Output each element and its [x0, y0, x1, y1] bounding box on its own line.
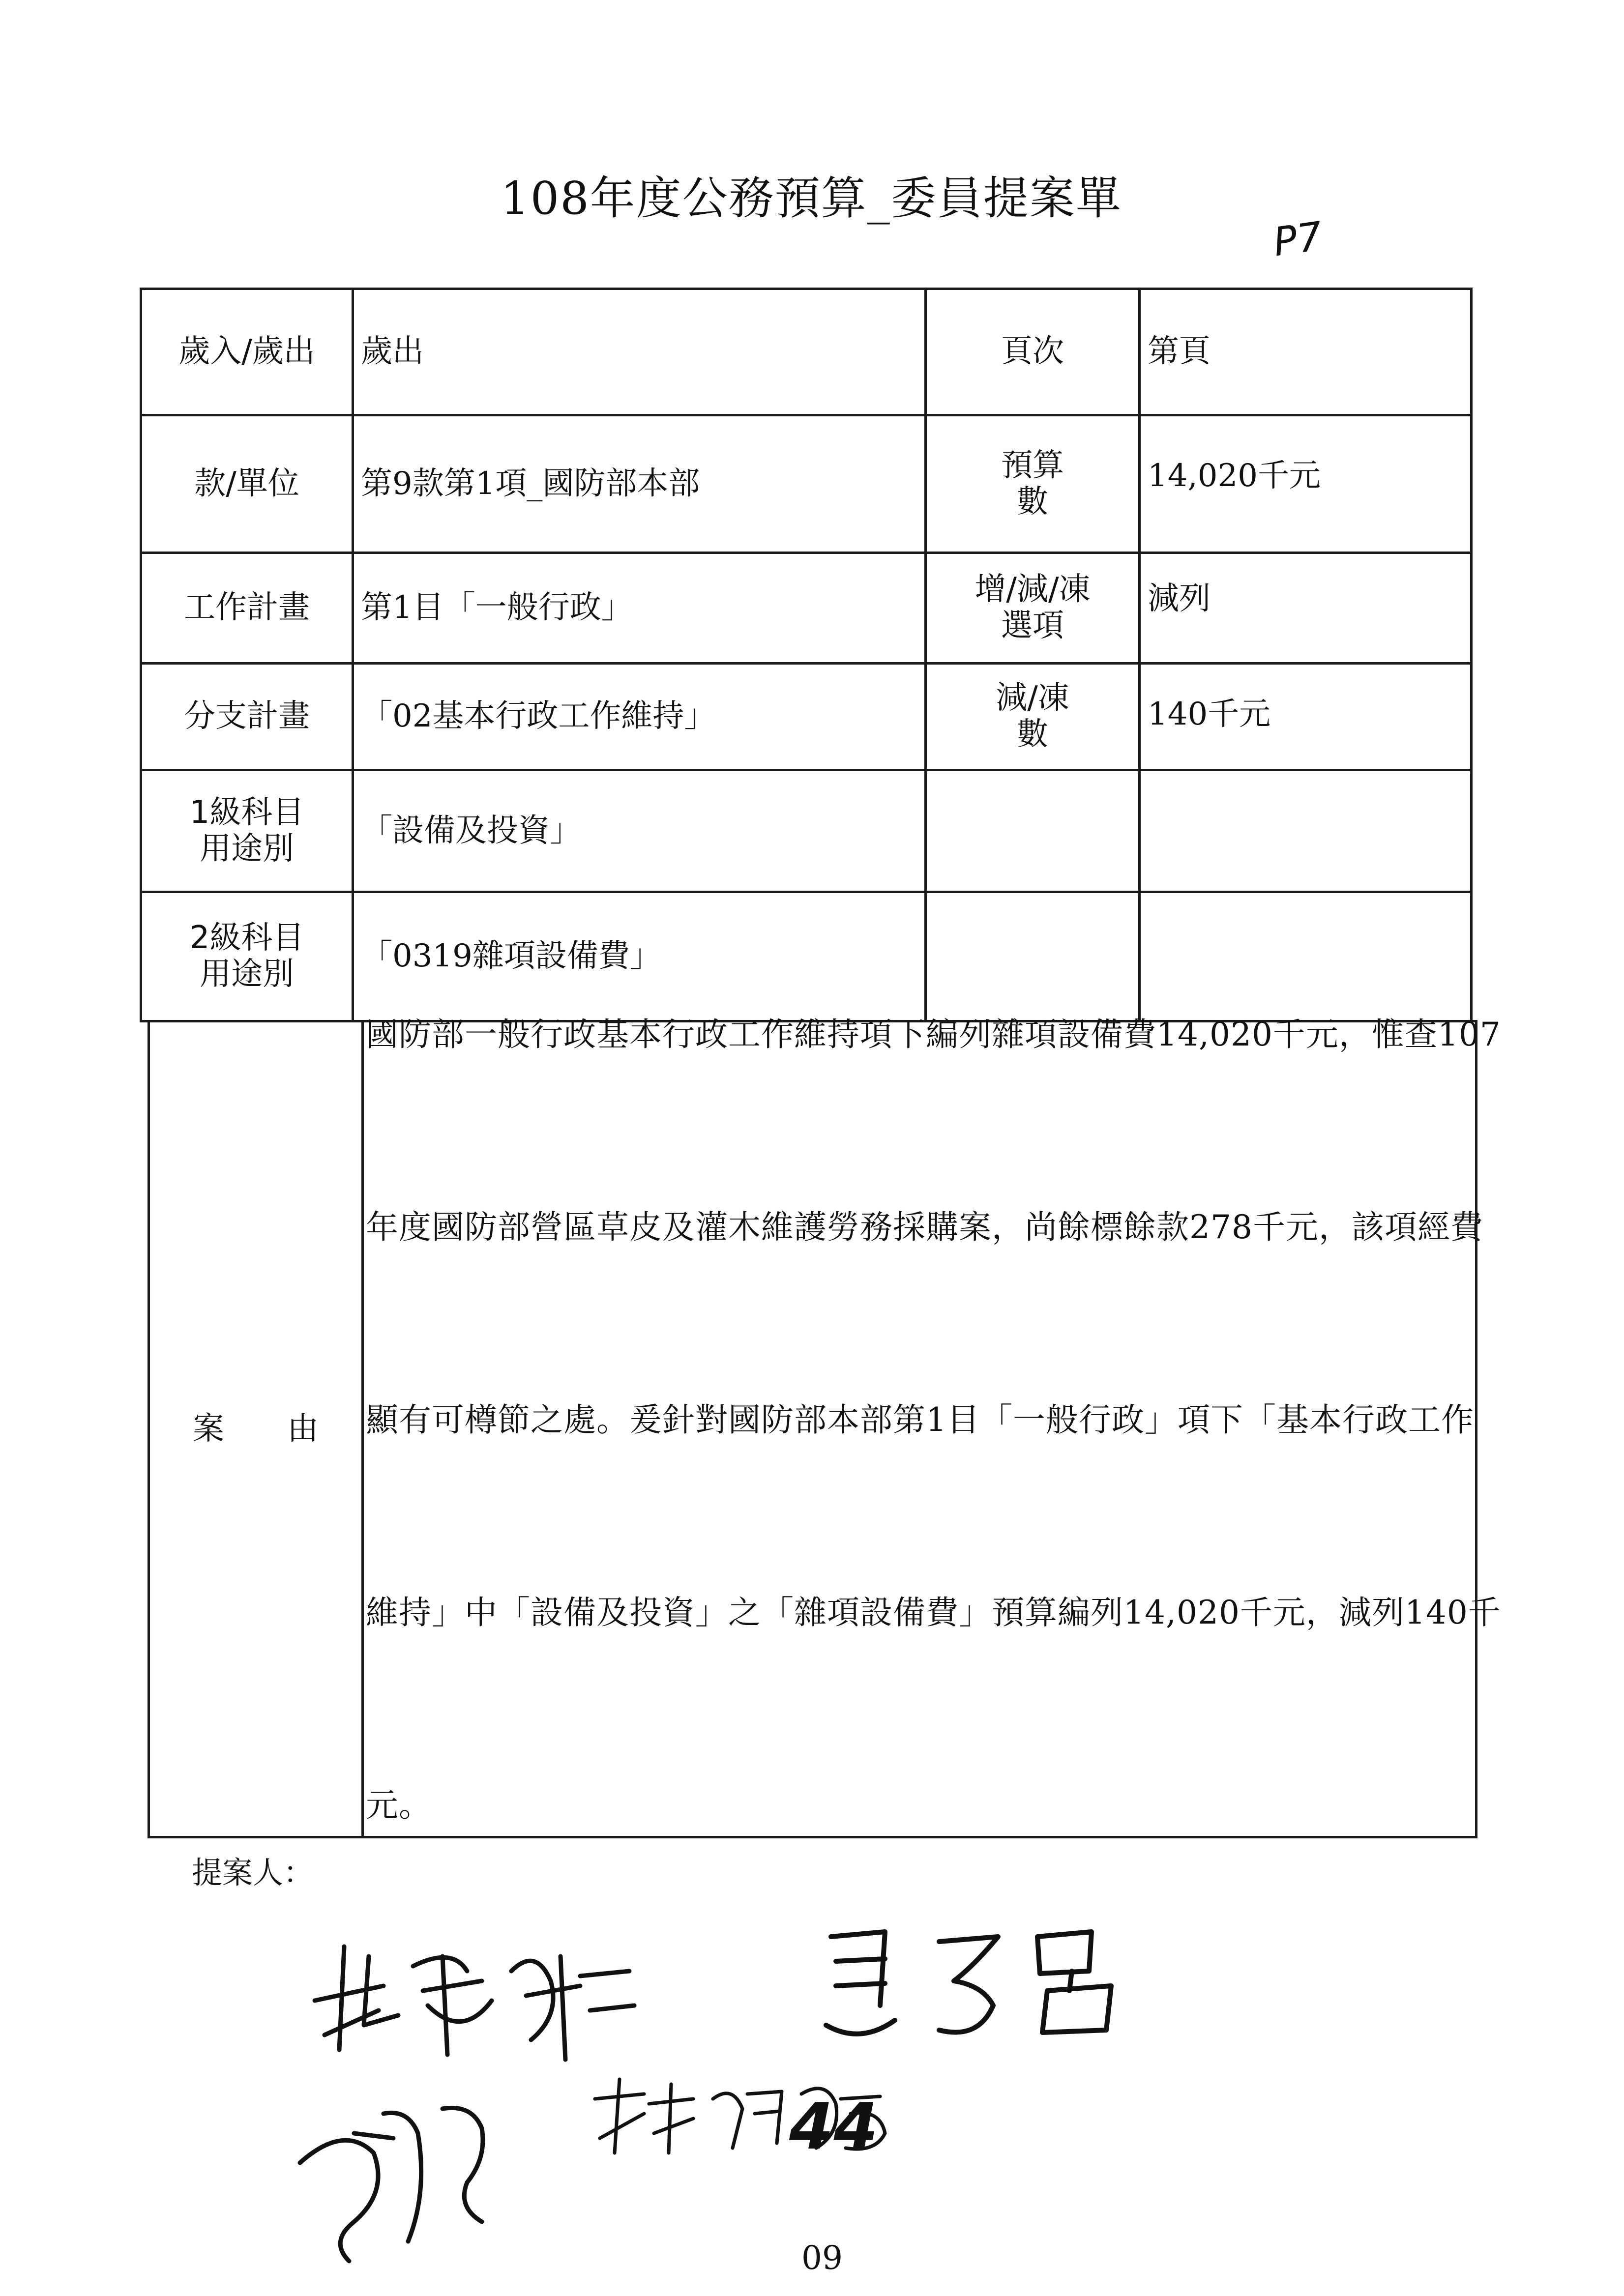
reason-line-1: 國防部一般行政基本行政工作維持項下編列雜項設備費14,020千元，惟查107	[366, 1016, 1501, 1053]
signature-3	[295, 2094, 521, 2271]
signature-1	[305, 1927, 649, 2074]
label-adjust-option	[924, 552, 1141, 665]
label-page: 頁次	[924, 288, 1141, 416]
empty-cell-r5c4	[1138, 769, 1473, 893]
label-level2-subject-line1: 2級科目	[189, 920, 304, 957]
label-level2-subject	[140, 891, 354, 1022]
value-income-expense: 歲出	[352, 288, 927, 416]
label-income-expense: 歲入/歲出	[140, 288, 354, 416]
label-level1-subject-line1: 1級科目	[189, 794, 304, 831]
corner-handwritten-mark: P7	[1270, 213, 1326, 265]
value-reduce-amount: 140千元	[1138, 662, 1473, 771]
label-work-plan: 工作計畫	[140, 552, 354, 665]
handwritten-page-number: 44	[789, 2089, 878, 2164]
label-reduce-amount	[924, 662, 1141, 771]
value-level1-subject: 「設備及投資」	[352, 769, 927, 893]
reason-line-2: 年度國防部營區草皮及灌木維護勞務採購案，尚餘標餘款278千元，該項經費	[366, 1208, 1483, 1246]
label-branch-plan: 分支計畫	[140, 662, 354, 771]
label-level1-subject-line2: 用途別	[200, 830, 294, 867]
value-level2-subject: 「0319雜項設備費」	[352, 891, 927, 1022]
label-reason: 案 由	[148, 1020, 364, 1838]
label-section-unit: 款/單位	[140, 414, 354, 554]
label-budget-amount-line2: 數	[1017, 483, 1048, 520]
empty-cell-r6c3	[924, 891, 1141, 1022]
value-section-unit: 第9款第1項_國防部本部	[352, 414, 927, 554]
empty-cell-r5c3	[924, 769, 1141, 893]
reason-line-3: 顯有可樽節之處。爰針對國防部本部第1目「一般行政」項下「基本行政工作	[366, 1401, 1474, 1439]
label-budget-amount	[924, 414, 1141, 554]
value-branch-plan: 「02基本行政工作維持」	[352, 662, 927, 771]
value-page: 第頁	[1138, 288, 1473, 416]
reason-text	[366, 1015, 1501, 1825]
signature-2	[816, 1907, 1131, 2055]
label-reduce-amount-line1: 減/凍	[996, 680, 1069, 717]
proposer-label: 提案人：	[192, 1855, 314, 1890]
reason-line-4: 維持」中「設備及投資」之「雜項設備費」預算編列14,020千元，減列140千	[366, 1594, 1501, 1631]
label-reduce-amount-line2: 數	[1017, 716, 1048, 753]
label-adjust-option-line2: 選項	[1001, 608, 1064, 644]
form-title: 108年度公務預算_委員提案單	[501, 172, 1122, 225]
reason-line-5: 元。	[366, 1786, 432, 1824]
label-level2-subject-line2: 用途別	[200, 956, 294, 992]
label-budget-amount-line1: 預算	[1001, 447, 1064, 484]
label-level1-subject	[140, 769, 354, 893]
value-work-plan: 第1目「一般行政」	[352, 552, 927, 665]
empty-cell-r6c4	[1138, 891, 1473, 1022]
value-adjust-option: 減列	[1138, 552, 1473, 665]
value-budget-amount: 14,020千元	[1138, 414, 1473, 554]
page-number: 09	[801, 2239, 843, 2277]
label-adjust-option-line1: 增/減/凍	[974, 571, 1091, 608]
